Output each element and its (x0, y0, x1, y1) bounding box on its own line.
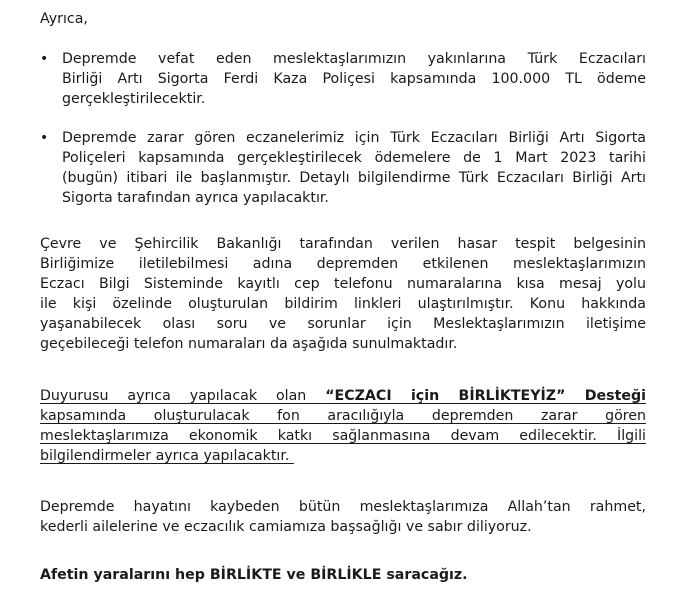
bullet-dot-icon: • (40, 51, 49, 67)
text-line: Birliğimize iletilebilmesi adına depremden etkilenen meslektaşlarımızın (40, 256, 646, 272)
bullet-text (62, 49, 646, 109)
text-line: kederli ailelerine ve eczacılık camiamıza başsağlığı ve sabır diliyoruz. (40, 519, 532, 535)
text-line: geçebileceği telefon numaraları da aşağıda sunulmaktadır. (40, 336, 458, 352)
text-line: Depremde zarar gören eczanelerimiz için Türk Eczacıları Birliği Artı Sigorta (62, 130, 646, 146)
text-line: Eczacı Bilgi Sisteminde kayıtlı cep telefonu numaralarına kısa mesaj yolu (40, 276, 646, 292)
bullet-text (62, 128, 646, 208)
closing-statement: Afetin yaralarını hep BİRLİKTE ve BİRLİKLE saracağız. (40, 567, 468, 583)
text-line: Birliği Artı Sigorta Ferdi Kaza Poliçesi kapsamında 100.000 TL ödeme (62, 71, 646, 87)
bullet-item-1 (40, 49, 646, 111)
text-line: yaşanabilecek olası soru ve sorunlar için Meslektaşlarımızın iletişime (40, 316, 646, 332)
bullet-item-2 (40, 128, 646, 210)
campaign-name: “ECZACI için BİRLİKTEYİZ” Desteği (325, 388, 646, 404)
text-line: Depremde vefat eden meslektaşlarımızın yakınlarına Türk Eczacıları (62, 51, 646, 67)
text-line: bilgilendirmeler ayrıca yapılacaktır. (40, 448, 294, 464)
text-line: Depremde hayatını kaybeden bütün meslektaşlarımıza Allah’tan rahmet, (40, 499, 646, 515)
text-line: Poliçeleri kapsamında gerçekleştirilecek ödemelere de 1 Mart 2023 tarihi (62, 150, 646, 166)
text-line: ile kişi özelinde oluşturulan bildirim linkleri ulaştırılmıştır. Konu hakkında (40, 296, 646, 312)
paragraph-campaign (40, 386, 646, 466)
campaign-intro: Duyurusu ayrıca yapılacak olan (40, 388, 326, 404)
text-line: (bugün) itibari ile başlanmıştır. Detaylı bilgilendirme Türk Eczacıları Birliği Artı (62, 170, 646, 186)
text-line: gerçekleştirilecektir. (62, 91, 206, 107)
text-line: Sigorta tarafından ayrıca yapılacaktır. (62, 190, 329, 206)
bullet-dot-icon: • (40, 130, 49, 146)
text-line (40, 386, 646, 406)
paragraph-certificate (40, 234, 646, 354)
greeting: Ayrıca, (40, 11, 88, 27)
text-line: kapsamında oluşturulacak fon aracılığıyla depremden zarar gören (40, 408, 646, 424)
text-line: Çevre ve Şehircilik Bakanlığı tarafından verilen hasar tespit belgesinin (40, 236, 646, 252)
paragraph-condolence (40, 497, 646, 537)
text-line: meslektaşlarımıza ekonomik katkı sağlanmasına devam edilecektir. İlgili (40, 428, 646, 444)
